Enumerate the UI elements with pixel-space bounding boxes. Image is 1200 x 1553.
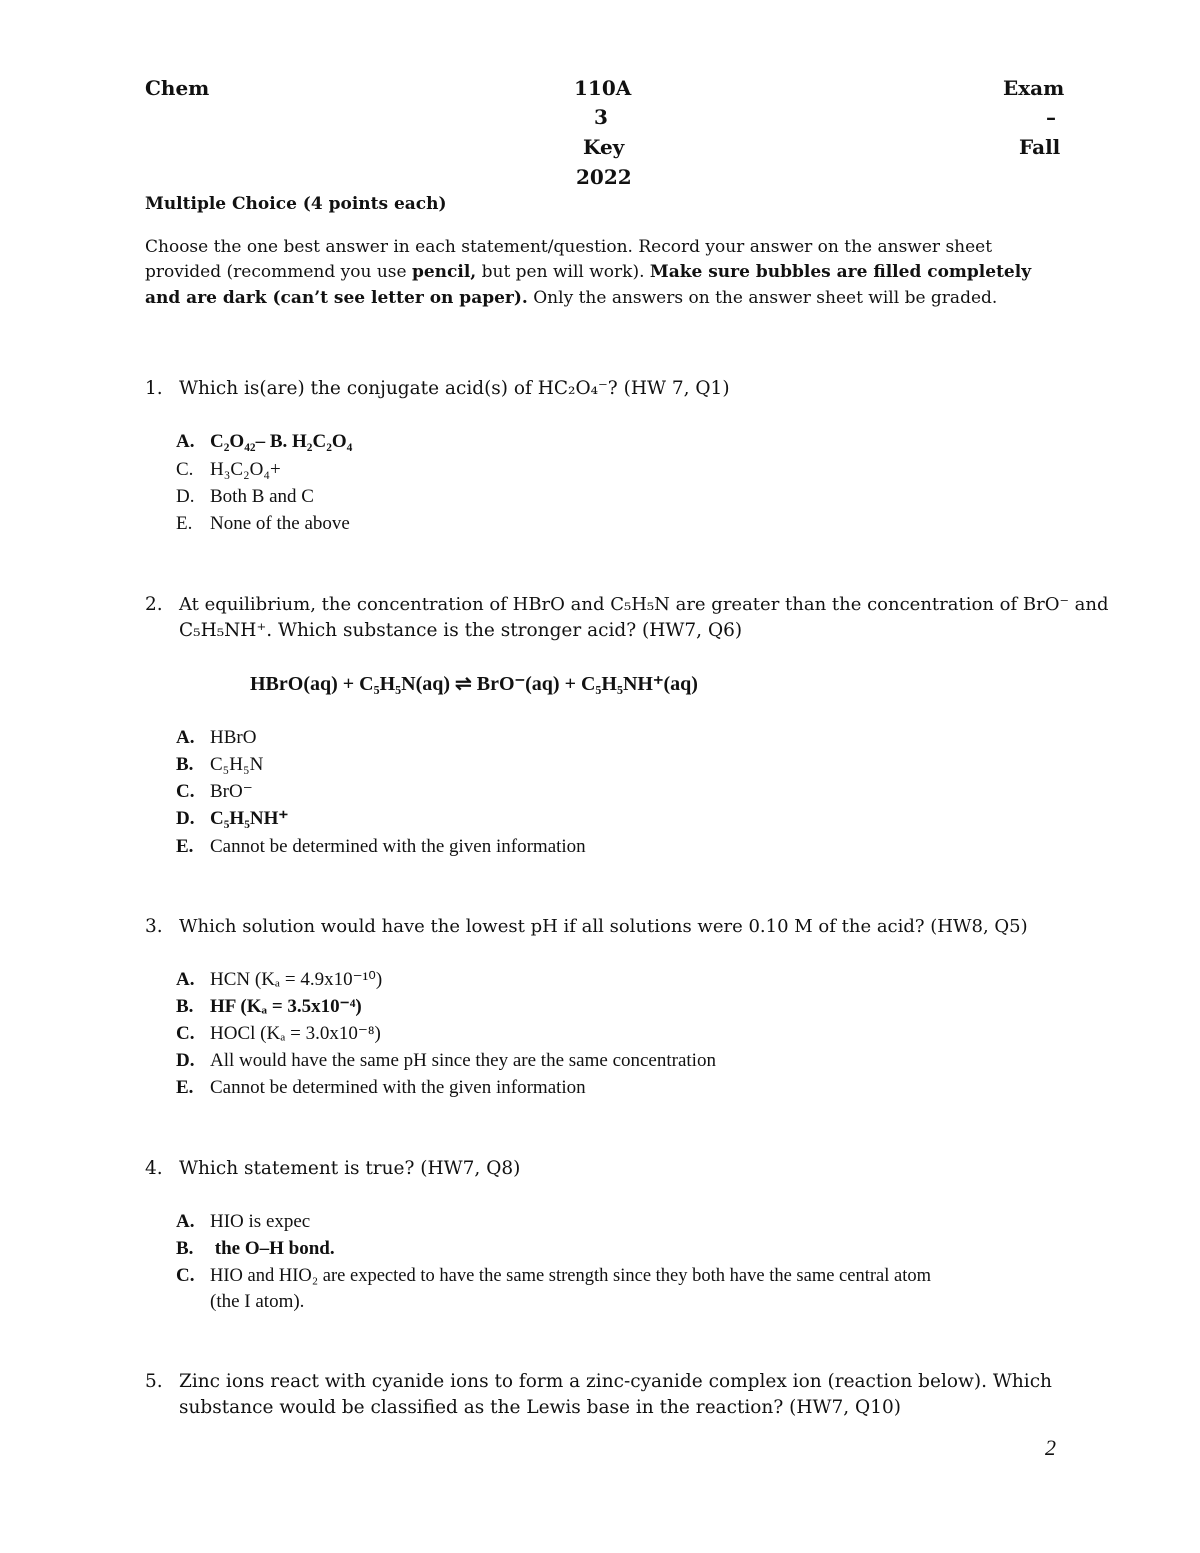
answer-option-correct	[176, 807, 288, 831]
question-number: 2.	[145, 594, 163, 615]
option-text: H₃C₂O₄+	[210, 459, 281, 480]
option-text: BrO⁻	[210, 781, 253, 802]
answer-option	[176, 512, 350, 536]
section-title: Multiple Choice (4 points each)	[145, 194, 447, 214]
option-letter: A.	[176, 727, 195, 748]
header-center-line-2: 3	[594, 105, 608, 129]
answer-option	[176, 1210, 310, 1234]
answer-option	[176, 835, 586, 859]
answer-option	[176, 753, 263, 777]
option-text: C₅H₅NH⁺	[210, 808, 289, 829]
answer-option	[176, 1264, 931, 1288]
option-letter: B.	[176, 754, 194, 775]
option-letter: C.	[176, 781, 195, 802]
instructions-text: Only the answers on the answer sheet will be graded.	[527, 288, 998, 308]
answer-option-correct	[176, 1237, 335, 1261]
question-number: 5.	[145, 1371, 163, 1392]
header-right-line-1: Exam	[1003, 76, 1065, 100]
answer-option	[176, 1022, 381, 1046]
answer-option	[176, 485, 314, 509]
question-number: 1.	[145, 378, 163, 399]
answer-option	[176, 1076, 586, 1100]
header-center-line-3: Key	[583, 135, 625, 159]
option-letter: E.	[176, 1077, 194, 1098]
question-5-line-2: substance would be classified as the Lewis base in the reaction? (HW7, Q10)	[179, 1397, 901, 1418]
question-1-text: Which is(are) the conjugate acid(s) of HC₂O₄⁻? (HW 7, Q1)	[179, 378, 730, 399]
instructions-emphasis: Make sure bubbles are filled completely	[649, 262, 1032, 282]
answer-option-continuation: (the I atom).	[210, 1291, 305, 1312]
option-text: the O–H bond.	[210, 1238, 335, 1259]
header-center-line-1: 110A	[574, 76, 632, 100]
page-number: 2	[1045, 1435, 1056, 1460]
option-letter: A.	[176, 969, 195, 990]
question-2-line-2: C₅H₅NH⁺. Which substance is the stronger acid? (HW7, Q6)	[179, 620, 743, 641]
answer-option	[176, 1049, 716, 1073]
answer-option	[176, 780, 253, 804]
option-text: HCN (Kₐ = 4.9x10⁻¹⁰)	[210, 969, 383, 990]
option-letter: C.	[176, 1265, 195, 1286]
question-2-line-1: At equilibrium, the concentration of HBrO and C₅H₅N are greater than the concentration of BrO⁻ and	[179, 594, 1109, 615]
option-text: HF (Kₐ = 3.5x10⁻⁴)	[210, 996, 362, 1017]
instructions-line-3	[145, 286, 997, 310]
answer-option-correct	[176, 995, 362, 1019]
reaction-equation: HBrO(aq) + C₅H₅N(aq) ⇌ BrO⁻(aq) + C₅H₅NH⁺(aq)	[250, 673, 698, 695]
instructions-text: provided (recommend you use	[145, 262, 412, 282]
option-letter: B.	[176, 1238, 194, 1259]
option-text: Both B and C	[210, 486, 314, 507]
question-number: 4.	[145, 1158, 163, 1179]
answer-option	[176, 430, 352, 454]
answer-option	[176, 726, 256, 750]
option-letter: B.	[176, 996, 194, 1017]
header-course: Chem	[145, 76, 210, 100]
option-letter: A.	[176, 431, 195, 452]
option-text: HOCl (Kₐ = 3.0x10⁻⁸)	[210, 1023, 381, 1044]
option-letter: E.	[176, 513, 193, 534]
option-letter: E.	[176, 836, 194, 857]
option-letter: C.	[176, 1023, 195, 1044]
answer-option	[176, 458, 281, 482]
option-text: Cannot be determined with the given information	[210, 836, 586, 857]
option-letter: D.	[176, 486, 195, 507]
instructions-text: but pen will work).	[476, 262, 650, 282]
answer-option	[176, 968, 382, 992]
option-text: C₂O₄₂– B. H₂C₂O₄	[210, 431, 353, 452]
option-text: None of the above	[210, 513, 350, 534]
question-5-line-1: Zinc ions react with cyanide ions to form a zinc-cyanide complex ion (reaction below). Which	[179, 1371, 1052, 1392]
header-center-line-4: 2022	[576, 165, 632, 189]
question-3-text: Which solution would have the lowest pH if all solutions were 0.10 M of the acid? (HW8, Q5)	[179, 916, 1028, 937]
option-text: HIO is expec	[210, 1211, 311, 1232]
option-letter: D.	[176, 808, 195, 829]
instructions-line-2	[145, 260, 1031, 284]
question-4-text: Which statement is true? (HW7, Q8)	[179, 1158, 521, 1179]
instructions-emphasis: pencil,	[411, 262, 477, 282]
option-text: Cannot be determined with the given information	[210, 1077, 586, 1098]
header-right-line-3: Fall	[1019, 135, 1061, 159]
instructions-emphasis: and are dark (can’t see letter on paper).	[145, 288, 528, 308]
header-right-line-2: –	[1046, 105, 1056, 129]
option-letter: A.	[176, 1211, 195, 1232]
option-text: HIO and HIO₂ are expected to have the same strength since they both have the same central atom	[210, 1266, 931, 1286]
question-number: 3.	[145, 916, 163, 937]
option-letter: D.	[176, 1050, 195, 1071]
option-text: HBrO	[210, 727, 257, 748]
instructions-line-1: Choose the one best answer in each statement/question. Record your answer on the answer sheet	[145, 237, 993, 257]
option-text: C₅H₅N	[210, 754, 264, 775]
option-letter: C.	[176, 459, 194, 480]
option-text: All would have the same pH since they are the same concentration	[210, 1050, 716, 1071]
